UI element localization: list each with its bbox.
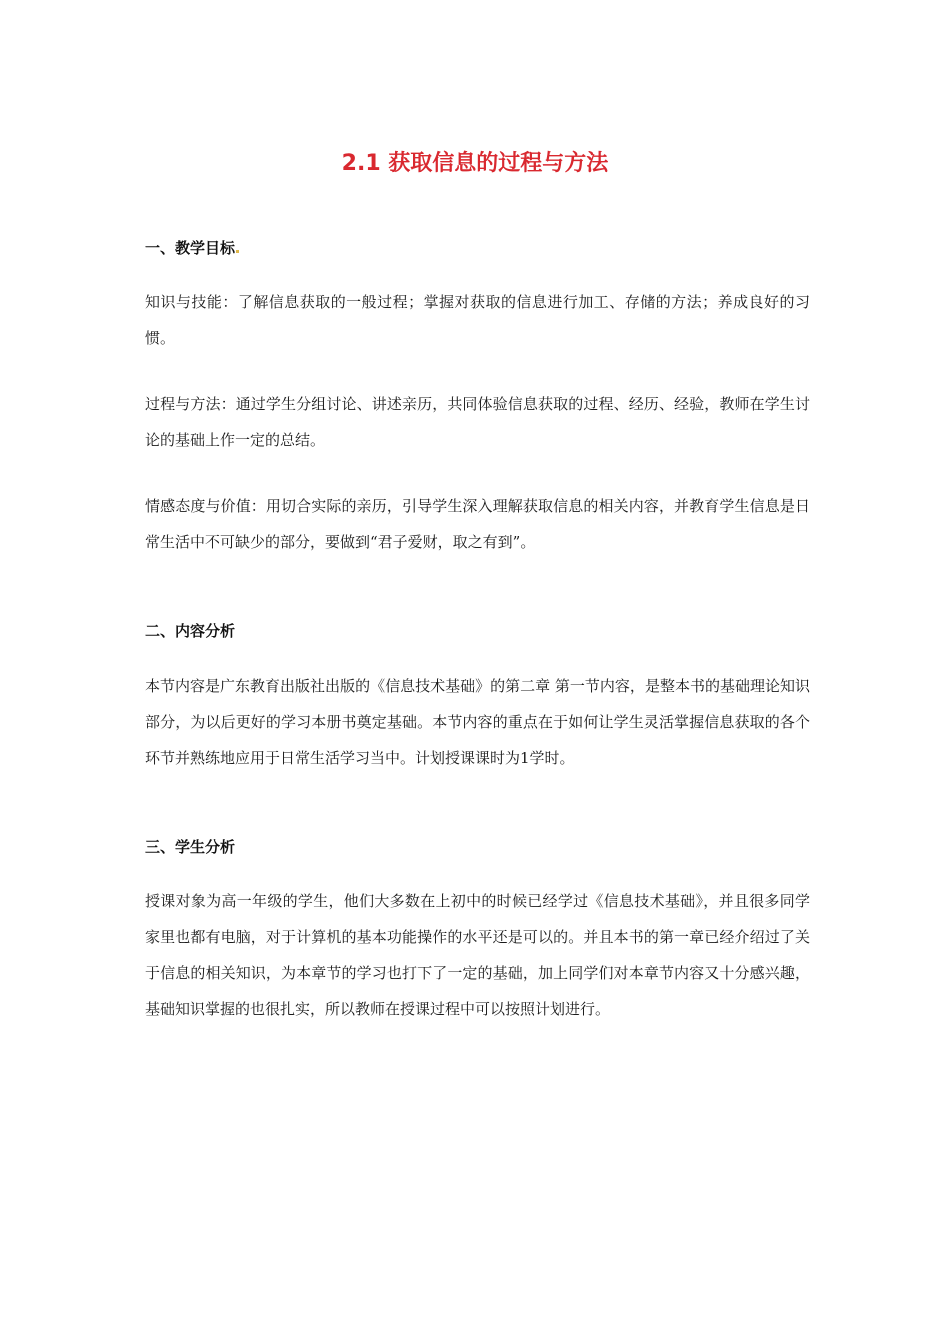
section-heading-content-analysis: 二、内容分析 [145,622,236,640]
section-heading-student-analysis: 三、学生分析 [145,838,236,856]
objective-knowledge: 知识与技能：了解信息获取的一般过程；掌握对获取的信息进行加工、存储的方法；养成良好的习惯。 [145,293,810,347]
objective-process: 过程与方法：通过学生分组讨论、讲述亲历，共同体验信息获取的过程、经历、经验，教师在学生讨论的基础上作一定的总结。 [145,395,810,449]
objective-values: 情感态度与价值：用切合实际的亲历，引导学生深入理解获取信息的相关内容，并教育学生信息是日常生活中不可缺少的部分，要做到“君子爱财，取之有到”。 [145,497,810,551]
mark-dot [236,250,239,253]
section-heading-objectives: 一、教学目标 [145,237,240,259]
student-analysis-paragraph: 授课对象为高一年级的学生，他们大多数在上初中的时候已经学过《信息技术基础》，并且很多同学家里也都有电脑，对于计算机的基本功能操作的水平还是可以的。并且本书的第一章已经介绍过了关于信息的相关知识，为本章节的学习也打下了一定的基础，加上同学们对本章节内容又十分感兴趣，基础知识掌握的也很扎实，所以教师在授课过程中可以按照计划进行。 [145,892,810,1018]
content-analysis-paragraph: 本节内容是广东教育出版社出版的《信息技术基础》的第二章 第一节内容，是整本书的基础理论知识部分，为以后更好的学习本册书奠定基础。本节内容的重点在于如何让学生灵活掌握信息获取的各个环节并熟练地应用于日常生活学习当中。计划授课课时为1学时。 [145,677,810,767]
page-title: 2.1 获取信息的过程与方法 [341,151,609,176]
